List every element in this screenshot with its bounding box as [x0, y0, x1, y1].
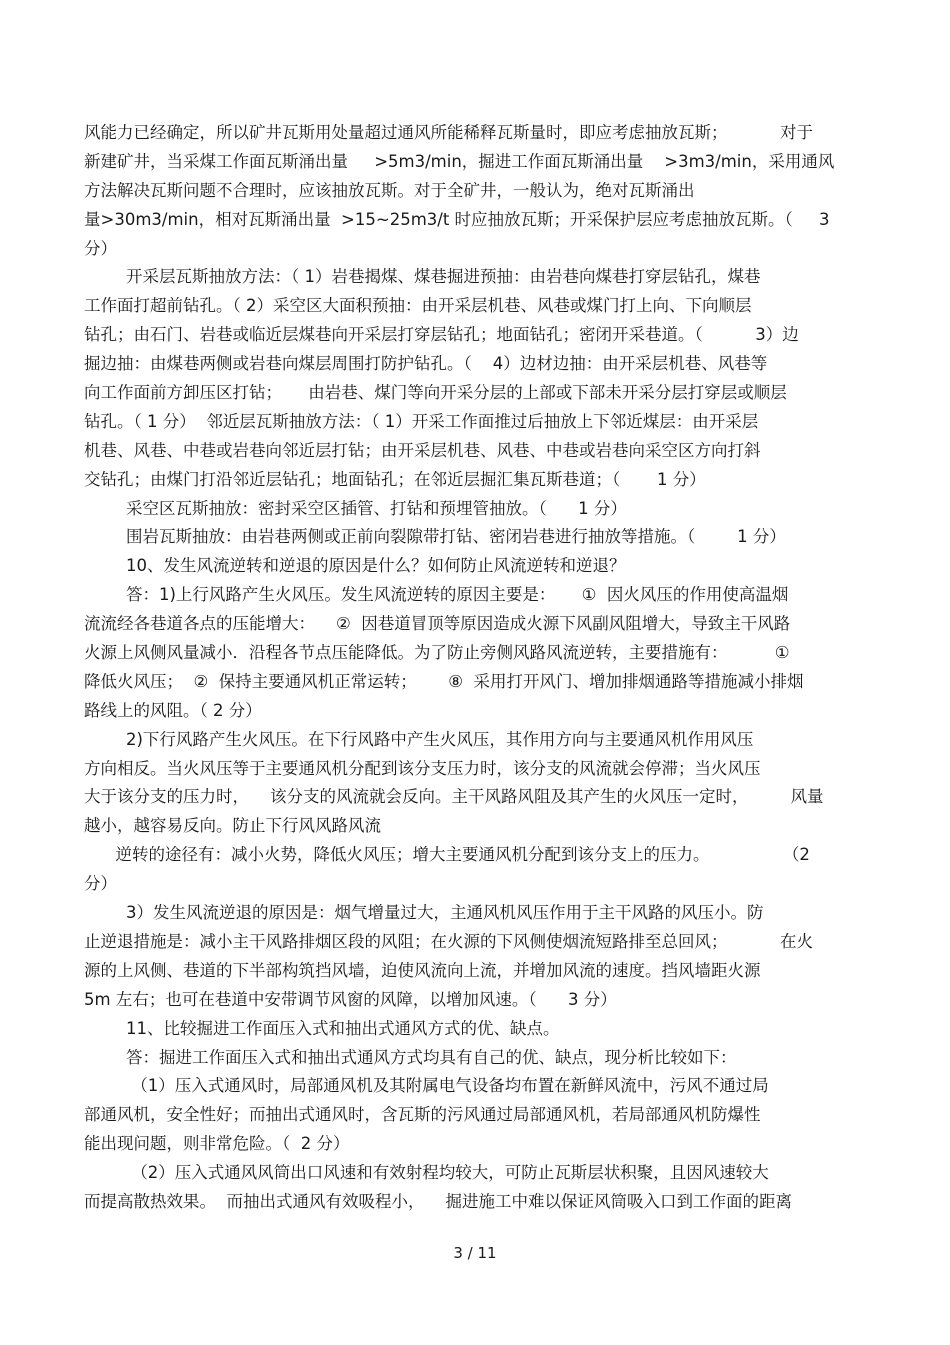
text-line: 风能力已经确定，所以矿井瓦斯用处量超过通风所能稀释瓦斯量时，即应考虑抽放瓦斯； 对于: [84, 123, 813, 142]
text-line: 流流经各巷道各点的压能增大： ② 因巷道冒顶等原因造成火源下风副风阻增大，导致主干风路: [84, 614, 791, 634]
text-line: 答：1)上行风路产生火风压。发生风流逆转的原因主要是： ① 因火风压的作用使高温烟: [84, 585, 789, 605]
text-line: 方向相反。当火风压等于主要通风机分配到该分支压力时，该分支的风流就会停滞；当火风压: [84, 758, 761, 778]
text-line: 大于该分支的压力时， 该分支的风流就会反向。主干风路风阻及其产生的火风压一定时， 风量: [84, 787, 824, 807]
text-line: （1）压入式通风时，局部通风机及其附属电气设备均布置在新鲜风流中，污风不通过局: [84, 1076, 769, 1096]
text-line: 向工作面前方卸压区打钻； 由岩巷、煤门等向开采分层的上部或下部未开采分层打穿层或顺层: [84, 383, 787, 403]
text-line: 围岩瓦斯抽放：由岩巷两侧或正前向裂隙带打钻、密闭岩巷进行抽放等措施。（ 1 分）: [84, 527, 786, 547]
text-line: 掘边抽：由煤巷两侧或岩巷向煤层周围打防护钻孔。（ 4）边材边抽：由开采层机巷、风巷等: [84, 354, 768, 374]
text-line: 2)下行风路产生火风压。在下行风路中产生火风压，其作用方向与主要通风机作用风压: [84, 729, 754, 749]
text-line: 火源上风侧风量减小．沿程各节点压能降低。为了防止旁侧风路风流逆转，主要措施有： ①: [84, 643, 790, 663]
text-line: 能出现问题，则非常危险。（ 2 分）: [84, 1134, 350, 1154]
text-line: 量>30m3/min，相对瓦斯涌出量 >15~25m3/t 时应抽放瓦斯；开采保护层应考虑抽放瓦斯。（ 3: [84, 209, 830, 229]
text-line: 机巷、风巷、中巷或岩巷向邻近层打钻；由开采层机巷、风巷、中巷或岩巷向采空区方向打斜: [84, 440, 761, 460]
text-line: 部通风机，安全性好；而抽出式通风时，含瓦斯的污风通过局部通风机，若局部通风机防爆性: [84, 1105, 761, 1125]
text-line: 开采层瓦斯抽放方法：（ 1）岩巷揭煤、煤巷掘进预抽：由岩巷向煤巷打穿层钻孔，煤巷: [84, 267, 761, 287]
text-line: 交钻孔；由煤门打沿邻近层钻孔；地面钻孔；在邻近层掘汇集瓦斯巷道；（ 1 分）: [84, 469, 706, 489]
text-line: 10、发生风流逆转和逆退的原因是什么？如何防止风流逆转和逆退？: [84, 556, 626, 576]
text-line: 分）: [84, 238, 117, 258]
text-line: 方法解决瓦斯问题不合理时，应该抽放瓦斯。对于全矿井，一般认为，绝对瓦斯涌出: [84, 180, 695, 200]
text-line: 逆转的途径有：减小火势，降低火风压；增大主要通风机分配到该分支上的压力。 （2: [84, 845, 810, 865]
text-line: 钻孔；由石门、岩巷或临近层煤巷向开采层打穿层钻孔；地面钻孔；密闭开采巷道。（ 3）边: [84, 325, 799, 345]
text-line: 而提高散热效果。 而抽出式通风有效吸程小， 掘进施工中难以保证风筒吸入口到工作面的距离: [84, 1191, 792, 1211]
text-line: 钻孔。（ 1 分） 邻近层瓦斯抽放方法：（ 1）开采工作面推过后抽放上下邻近煤层：由开采层: [84, 411, 759, 431]
text-line: 路线上的风阻。（ 2 分）: [84, 700, 262, 720]
text-line: 11、比较掘进工作面压入式和抽出式通风方式的优、缺点。: [84, 1018, 560, 1038]
text-line: 答：掘进工作面压入式和抽出式通风方式均具有自己的优、缺点，现分析比较如下：: [84, 1047, 737, 1067]
text-line: （2）压入式通风风筒出口风速和有效射程均较大，可防止瓦斯层状积聚，且因风速较大: [84, 1163, 769, 1183]
text-line: 降低火风压； ② 保持主要通风机正常运转； ⑧ 采用打开风门、增加排烟通路等措施减小排烟: [84, 671, 804, 691]
text-line: 新建矿井，当采煤工作面瓦斯涌出量 >5m3/min，掘进工作面瓦斯涌出量 >3m3/min，采用通风: [84, 151, 835, 171]
text-line: 分）: [84, 874, 117, 894]
text-line: 工作面打超前钻孔。（ 2）采空区大面积预抽：由开采层机巷、风巷或煤门打上向、下向顺层: [84, 296, 752, 316]
page-number: 3 / 11: [453, 1244, 497, 1262]
text-line: 止逆退措施是：减小主干风路排烟区段的风阻；在火源的下风侧使烟流短路排至总回风； 在火: [84, 931, 813, 951]
body-text: [84, 119, 874, 1217]
text-line: 3）发生风流逆退的原因是：烟气增量过大，主通风机风压作用于主干风路的风压小。防: [84, 903, 764, 923]
text-line: 5m 左右；也可在巷道中安带调节风窗的风障，以增加风速。（ 3 分）: [84, 989, 617, 1009]
text-line: 越小，越容易反向。防止下行风风路风流: [84, 816, 381, 836]
text-line: 源的上风侧、巷道的下半部构筑挡风墙，迫使风流向上流，并增加风流的速度。挡风墙距火源: [84, 960, 761, 980]
text-line: 采空区瓦斯抽放：密封采空区插管、打钻和预埋管抽放。（ 1 分）: [84, 498, 627, 518]
